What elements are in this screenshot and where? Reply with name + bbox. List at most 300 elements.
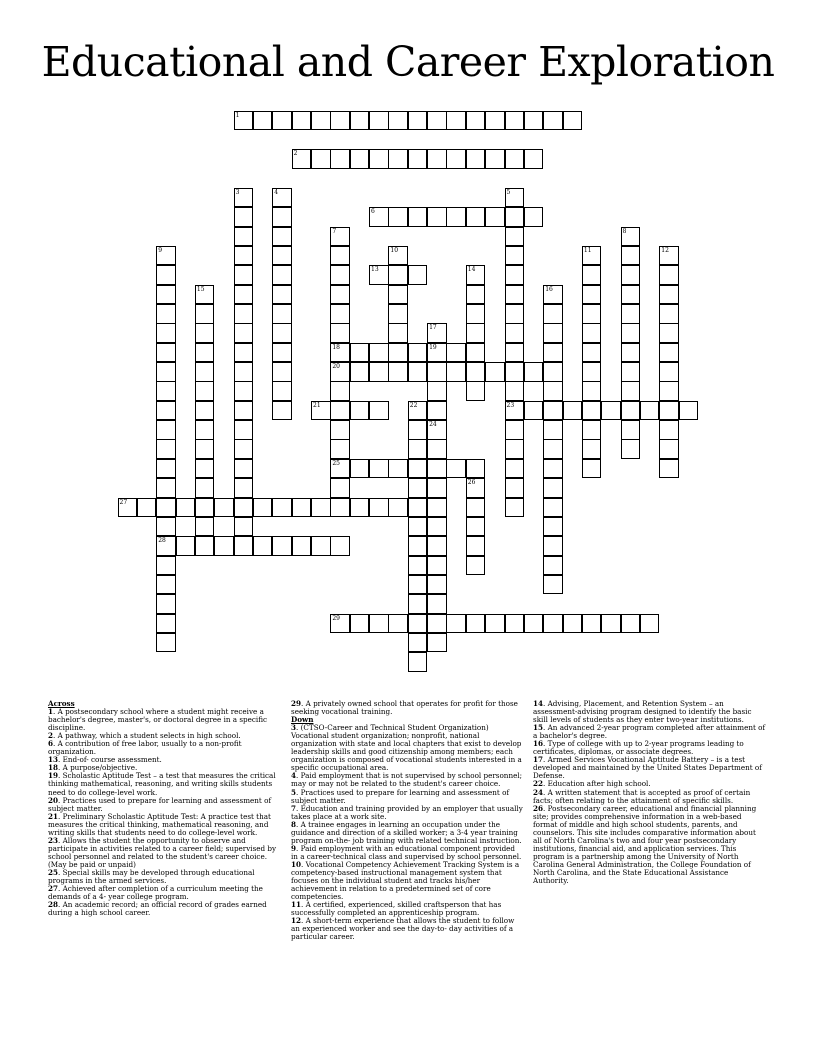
crossword-cell[interactable] xyxy=(427,498,447,518)
crossword-cell[interactable] xyxy=(330,362,350,382)
crossword-cell[interactable] xyxy=(466,614,486,634)
crossword-cell[interactable] xyxy=(524,149,544,169)
crossword-cell[interactable] xyxy=(272,536,292,556)
crossword-cell[interactable] xyxy=(234,517,254,537)
crossword-cell[interactable] xyxy=(505,420,525,440)
crossword-cell[interactable] xyxy=(369,362,389,382)
crossword-cell[interactable] xyxy=(195,362,215,382)
crossword-cell[interactable] xyxy=(659,381,679,401)
crossword-cell[interactable] xyxy=(369,498,389,518)
crossword-cell[interactable] xyxy=(272,227,292,247)
crossword-cell[interactable] xyxy=(621,323,641,343)
crossword-cell[interactable] xyxy=(369,343,389,363)
crossword-cell[interactable] xyxy=(427,517,447,537)
crossword-cell[interactable] xyxy=(466,149,486,169)
crossword-cell[interactable] xyxy=(272,323,292,343)
crossword-cell[interactable] xyxy=(272,246,292,266)
crossword-cell[interactable] xyxy=(350,111,370,131)
crossword-cell[interactable] xyxy=(195,401,215,421)
crossword-cell[interactable] xyxy=(543,401,563,421)
crossword-cell[interactable] xyxy=(156,575,176,595)
crossword-cell[interactable] xyxy=(466,556,486,576)
crossword-cell[interactable] xyxy=(427,323,447,343)
crossword-cell[interactable] xyxy=(369,149,389,169)
crossword-cell[interactable] xyxy=(505,227,525,247)
crossword-cell[interactable] xyxy=(330,304,350,324)
crossword-cell[interactable] xyxy=(466,111,486,131)
crossword-cell[interactable] xyxy=(272,381,292,401)
crossword-cell[interactable] xyxy=(543,323,563,343)
crossword-cell[interactable] xyxy=(234,304,254,324)
crossword-cell[interactable] xyxy=(621,285,641,305)
crossword-cell[interactable] xyxy=(427,556,447,576)
crossword-cell[interactable] xyxy=(156,401,176,421)
crossword-cell[interactable] xyxy=(350,401,370,421)
crossword-cell[interactable] xyxy=(388,111,408,131)
crossword-cell[interactable] xyxy=(505,246,525,266)
crossword-cell[interactable] xyxy=(485,207,505,227)
crossword-cell[interactable] xyxy=(292,536,312,556)
crossword-cell[interactable] xyxy=(582,343,602,363)
crossword-cell[interactable] xyxy=(427,614,447,634)
crossword-cell[interactable] xyxy=(369,459,389,479)
crossword-cell[interactable] xyxy=(505,149,525,169)
down-clue: 8. A trainee engages in learning an occupation under the guidance and direction of a skilled worker; a 3-4 year training program on-the- job training with related technical instruction. xyxy=(291,819,522,845)
crossword-cell[interactable] xyxy=(543,614,563,634)
crossword-cell[interactable] xyxy=(388,343,408,363)
crossword-cell[interactable] xyxy=(195,517,215,537)
crossword-cell[interactable] xyxy=(466,498,486,518)
crossword-cell[interactable] xyxy=(427,420,447,440)
crossword-cell[interactable] xyxy=(156,633,176,653)
crossword-cell[interactable] xyxy=(446,343,466,363)
crossword-cell[interactable] xyxy=(466,459,486,479)
crossword-cell[interactable] xyxy=(466,517,486,537)
clue-number-label: 13 xyxy=(48,755,59,765)
crossword-cell[interactable] xyxy=(621,614,641,634)
crossword-cell[interactable] xyxy=(505,343,525,363)
crossword-cell[interactable] xyxy=(292,498,312,518)
crossword-cell[interactable] xyxy=(156,362,176,382)
crossword-cell[interactable] xyxy=(369,111,389,131)
crossword-cell[interactable] xyxy=(427,149,447,169)
crossword-cell[interactable] xyxy=(388,207,408,227)
crossword-cell[interactable] xyxy=(408,149,428,169)
crossword-cell[interactable] xyxy=(621,439,641,459)
crossword-cell[interactable] xyxy=(582,439,602,459)
crossword-cell[interactable] xyxy=(563,111,583,131)
crossword-cell[interactable] xyxy=(466,343,486,363)
crossword-cell[interactable] xyxy=(621,420,641,440)
crossword-cell[interactable] xyxy=(350,362,370,382)
crossword-cell[interactable] xyxy=(253,111,273,131)
crossword-cell[interactable] xyxy=(156,265,176,285)
crossword-cell[interactable] xyxy=(446,459,466,479)
crossword-cell[interactable] xyxy=(582,614,602,634)
crossword-cell[interactable] xyxy=(601,401,621,421)
crossword-cell[interactable] xyxy=(582,323,602,343)
crossword-cell[interactable] xyxy=(156,343,176,363)
crossword-cell[interactable] xyxy=(466,304,486,324)
crossword-cell[interactable] xyxy=(543,285,563,305)
crossword-cell[interactable] xyxy=(621,362,641,382)
crossword-cell[interactable] xyxy=(446,614,466,634)
crossword-cell[interactable] xyxy=(408,343,428,363)
crossword-cell[interactable] xyxy=(388,614,408,634)
crossword-cell[interactable] xyxy=(272,362,292,382)
crossword-cell[interactable] xyxy=(330,246,350,266)
crossword-cell[interactable] xyxy=(621,401,641,421)
crossword-cell[interactable] xyxy=(195,498,215,518)
crossword-cell[interactable] xyxy=(659,362,679,382)
crossword-cell[interactable] xyxy=(543,362,563,382)
crossword-cell[interactable] xyxy=(272,265,292,285)
crossword-cell[interactable] xyxy=(505,439,525,459)
crossword-cell[interactable] xyxy=(408,401,428,421)
crossword-cell[interactable] xyxy=(350,498,370,518)
crossword-cell[interactable] xyxy=(543,498,563,518)
crossword-cell[interactable] xyxy=(582,265,602,285)
crossword-cell[interactable] xyxy=(582,246,602,266)
crossword-cell[interactable] xyxy=(543,556,563,576)
crossword-cell[interactable] xyxy=(543,304,563,324)
crossword-cell[interactable] xyxy=(156,420,176,440)
crossword-cell[interactable] xyxy=(505,459,525,479)
crossword-cell[interactable] xyxy=(156,246,176,266)
crossword-cell[interactable] xyxy=(408,575,428,595)
crossword-cell[interactable] xyxy=(234,420,254,440)
crossword-cell[interactable] xyxy=(582,401,602,421)
crossword-cell[interactable] xyxy=(156,594,176,614)
crossword-cell[interactable] xyxy=(408,614,428,634)
crossword-cell[interactable] xyxy=(311,536,331,556)
crossword-cell[interactable] xyxy=(408,536,428,556)
crossword-cell[interactable] xyxy=(679,401,699,421)
crossword-cell[interactable] xyxy=(427,111,447,131)
crossword-cell[interactable] xyxy=(543,517,563,537)
crossword-cell[interactable] xyxy=(195,420,215,440)
crossword-cell[interactable] xyxy=(524,207,544,227)
crossword-cell[interactable] xyxy=(234,362,254,382)
crossword-cell[interactable] xyxy=(156,439,176,459)
crossword-cell[interactable] xyxy=(659,265,679,285)
crossword-cell[interactable] xyxy=(272,304,292,324)
crossword-cell[interactable] xyxy=(388,285,408,305)
crossword-cell[interactable] xyxy=(272,401,292,421)
crossword-cell[interactable] xyxy=(408,362,428,382)
crossword-cell[interactable] xyxy=(330,265,350,285)
crossword-cell[interactable] xyxy=(311,149,331,169)
crossword-cell[interactable] xyxy=(156,285,176,305)
crossword-cell[interactable] xyxy=(311,498,331,518)
crossword-cell[interactable] xyxy=(350,614,370,634)
crossword-cell[interactable] xyxy=(137,498,157,518)
crossword-cell[interactable] xyxy=(234,401,254,421)
crossword-cell[interactable] xyxy=(234,188,254,208)
crossword-cell[interactable] xyxy=(446,111,466,131)
crossword-cell[interactable] xyxy=(272,111,292,131)
crossword-cell[interactable] xyxy=(156,614,176,634)
crossword-cell[interactable] xyxy=(543,575,563,595)
crossword-cell[interactable] xyxy=(330,614,350,634)
crossword-cell[interactable] xyxy=(659,401,679,421)
crossword-cell[interactable] xyxy=(524,401,544,421)
crossword-cell[interactable] xyxy=(330,439,350,459)
crossword-cell[interactable] xyxy=(156,323,176,343)
crossword-cell[interactable] xyxy=(505,498,525,518)
crossword-cell[interactable] xyxy=(234,343,254,363)
crossword-cell[interactable] xyxy=(234,478,254,498)
crossword-cell[interactable] xyxy=(621,265,641,285)
crossword-cell[interactable] xyxy=(388,323,408,343)
crossword-cell[interactable] xyxy=(408,265,428,285)
crossword-cell[interactable] xyxy=(408,594,428,614)
crossword-cell[interactable] xyxy=(582,420,602,440)
crossword-cell[interactable] xyxy=(485,614,505,634)
crossword-cell[interactable] xyxy=(446,207,466,227)
crossword-cell[interactable] xyxy=(388,498,408,518)
crossword-cell[interactable] xyxy=(156,517,176,537)
crossword-cell[interactable] xyxy=(330,420,350,440)
crossword-cell[interactable] xyxy=(234,111,254,131)
crossword-cell[interactable] xyxy=(543,459,563,479)
crossword-cell[interactable] xyxy=(272,188,292,208)
crossword-cell[interactable] xyxy=(582,304,602,324)
crossword-cell[interactable] xyxy=(156,556,176,576)
crossword-cell[interactable] xyxy=(543,111,563,131)
crossword-cell[interactable] xyxy=(195,536,215,556)
crossword-cell[interactable] xyxy=(369,401,389,421)
crossword-cell[interactable] xyxy=(408,556,428,576)
crossword-cell[interactable] xyxy=(505,478,525,498)
crossword-cell[interactable] xyxy=(563,614,583,634)
crossword-cell[interactable] xyxy=(505,614,525,634)
crossword-cell[interactable] xyxy=(330,401,350,421)
crossword-cell[interactable] xyxy=(195,343,215,363)
crossword-cell[interactable] xyxy=(272,285,292,305)
crossword-cell[interactable] xyxy=(156,498,176,518)
crossword-cell[interactable] xyxy=(388,149,408,169)
crossword-cell[interactable] xyxy=(156,459,176,479)
crossword-cell[interactable] xyxy=(234,439,254,459)
crossword-cell[interactable] xyxy=(388,265,408,285)
crossword-cell[interactable] xyxy=(659,285,679,305)
crossword-cell[interactable] xyxy=(330,478,350,498)
crossword-cell[interactable] xyxy=(582,459,602,479)
crossword-cell[interactable] xyxy=(214,498,234,518)
crossword-cell[interactable] xyxy=(466,381,486,401)
crossword-cell[interactable] xyxy=(388,459,408,479)
crossword-cell[interactable] xyxy=(543,478,563,498)
crossword-cell[interactable] xyxy=(446,362,466,382)
crossword-cell[interactable] xyxy=(330,381,350,401)
crossword-cell[interactable] xyxy=(330,323,350,343)
crossword-cell[interactable] xyxy=(543,420,563,440)
crossword-cell[interactable] xyxy=(640,401,660,421)
crossword-cell[interactable] xyxy=(330,149,350,169)
crossword-cell[interactable] xyxy=(195,285,215,305)
crossword-cell[interactable] xyxy=(466,265,486,285)
crossword-cell[interactable] xyxy=(446,149,466,169)
crossword-cell[interactable] xyxy=(253,536,273,556)
crossword-cell[interactable] xyxy=(505,304,525,324)
crossword-cell[interactable] xyxy=(505,111,525,131)
crossword-cell[interactable] xyxy=(505,207,525,227)
crossword-cell[interactable] xyxy=(563,401,583,421)
crossword-cell[interactable] xyxy=(234,265,254,285)
crossword-cell[interactable] xyxy=(466,323,486,343)
crossword-cell[interactable] xyxy=(330,111,350,131)
crossword-cell[interactable] xyxy=(524,111,544,131)
crossword-cell[interactable] xyxy=(234,323,254,343)
crossword-cell[interactable] xyxy=(427,575,447,595)
crossword-cell[interactable] xyxy=(466,285,486,305)
crossword-cell[interactable] xyxy=(408,517,428,537)
crossword-cell[interactable] xyxy=(408,111,428,131)
crossword-cell[interactable] xyxy=(466,536,486,556)
crossword-cell[interactable] xyxy=(253,498,273,518)
crossword-cell[interactable] xyxy=(659,439,679,459)
crossword-cell[interactable] xyxy=(234,459,254,479)
crossword-cell[interactable] xyxy=(466,362,486,382)
crossword-cell[interactable] xyxy=(408,652,428,672)
crossword-cell[interactable] xyxy=(659,323,679,343)
crossword-cell[interactable] xyxy=(427,362,447,382)
crossword-cell[interactable] xyxy=(659,304,679,324)
crossword-cell[interactable] xyxy=(330,343,350,363)
crossword-cell[interactable] xyxy=(427,459,447,479)
crossword-cell[interactable] xyxy=(388,246,408,266)
crossword-cell[interactable] xyxy=(621,381,641,401)
crossword-cell[interactable] xyxy=(234,381,254,401)
crossword-cell[interactable] xyxy=(427,401,447,421)
crossword-cell[interactable] xyxy=(234,498,254,518)
crossword-cell[interactable] xyxy=(195,381,215,401)
crossword-cell[interactable] xyxy=(659,343,679,363)
crossword-cell[interactable] xyxy=(582,381,602,401)
crossword-cell[interactable] xyxy=(621,304,641,324)
crossword-cell[interactable] xyxy=(485,362,505,382)
crossword-cell[interactable] xyxy=(524,362,544,382)
crossword-cell[interactable] xyxy=(621,227,641,247)
crossword-cell[interactable] xyxy=(176,536,196,556)
crossword-cell[interactable] xyxy=(466,207,486,227)
crossword-cell[interactable] xyxy=(582,362,602,382)
crossword-cell[interactable] xyxy=(388,362,408,382)
crossword-cell[interactable] xyxy=(640,614,660,634)
crossword-cell[interactable] xyxy=(505,285,525,305)
crossword-cell[interactable] xyxy=(311,111,331,131)
crossword-cell[interactable] xyxy=(659,459,679,479)
crossword-cell[interactable] xyxy=(408,498,428,518)
crossword-cell[interactable] xyxy=(408,207,428,227)
crossword-cell[interactable] xyxy=(388,304,408,324)
crossword-cell[interactable] xyxy=(427,536,447,556)
crossword-cell[interactable] xyxy=(659,420,679,440)
crossword-cell[interactable] xyxy=(350,459,370,479)
crossword-cell[interactable] xyxy=(195,304,215,324)
crossword-cell[interactable] xyxy=(408,478,428,498)
crossword-cell[interactable] xyxy=(118,498,138,518)
crossword-cell[interactable] xyxy=(659,246,679,266)
crossword-cell[interactable] xyxy=(234,285,254,305)
crossword-cell[interactable] xyxy=(427,343,447,363)
crossword-cell[interactable] xyxy=(195,439,215,459)
crossword-cell[interactable] xyxy=(505,188,525,208)
crossword-cell[interactable] xyxy=(543,343,563,363)
crossword-cell[interactable] xyxy=(427,594,447,614)
crossword-cell[interactable] xyxy=(330,536,350,556)
crossword-cell[interactable] xyxy=(272,498,292,518)
crossword-cell[interactable] xyxy=(505,265,525,285)
crossword-cell[interactable] xyxy=(156,304,176,324)
crossword-cell[interactable] xyxy=(311,401,331,421)
crossword-cell[interactable] xyxy=(485,111,505,131)
crossword-cell[interactable] xyxy=(330,227,350,247)
crossword-cell[interactable] xyxy=(195,323,215,343)
crossword-cell[interactable] xyxy=(156,536,176,556)
crossword-cell[interactable] xyxy=(582,285,602,305)
crossword-cell[interactable] xyxy=(350,343,370,363)
crossword-cell[interactable] xyxy=(601,614,621,634)
crossword-cell[interactable] xyxy=(350,149,370,169)
crossword-cell[interactable] xyxy=(369,207,389,227)
crossword-cell[interactable] xyxy=(369,265,389,285)
crossword-cell[interactable] xyxy=(234,227,254,247)
crossword-cell[interactable] xyxy=(427,633,447,653)
crossword-cell[interactable] xyxy=(485,149,505,169)
crossword-cell[interactable] xyxy=(427,439,447,459)
crossword-cell[interactable] xyxy=(505,362,525,382)
crossword-cell[interactable] xyxy=(330,498,350,518)
crossword-cell[interactable] xyxy=(427,381,447,401)
crossword-cell[interactable] xyxy=(156,381,176,401)
crossword-cell[interactable] xyxy=(505,381,525,401)
crossword-cell[interactable] xyxy=(272,343,292,363)
crossword-cell[interactable] xyxy=(408,459,428,479)
crossword-cell[interactable] xyxy=(621,343,641,363)
crossword-cell[interactable] xyxy=(543,536,563,556)
crossword-cell[interactable] xyxy=(505,323,525,343)
crossword-cell[interactable] xyxy=(176,498,196,518)
crossword-cell[interactable] xyxy=(330,459,350,479)
clue-number: 25 xyxy=(332,459,340,467)
crossword-cell[interactable] xyxy=(505,401,525,421)
crossword-cell[interactable] xyxy=(214,536,234,556)
crossword-cell[interactable] xyxy=(466,478,486,498)
crossword-cell[interactable] xyxy=(234,536,254,556)
crossword-cell[interactable] xyxy=(195,478,215,498)
crossword-cell[interactable] xyxy=(543,439,563,459)
crossword-cell[interactable] xyxy=(408,439,428,459)
crossword-cell[interactable] xyxy=(272,207,292,227)
crossword-cell[interactable] xyxy=(524,614,544,634)
crossword-cell[interactable] xyxy=(427,478,447,498)
crossword-cell[interactable] xyxy=(408,420,428,440)
crossword-cell[interactable] xyxy=(292,149,312,169)
crossword-cell[interactable] xyxy=(427,207,447,227)
crossword-cell[interactable] xyxy=(292,111,312,131)
crossword-cell[interactable] xyxy=(156,478,176,498)
crossword-cell[interactable] xyxy=(330,285,350,305)
crossword-cell[interactable] xyxy=(234,207,254,227)
crossword-cell[interactable] xyxy=(543,381,563,401)
crossword-cell[interactable] xyxy=(234,246,254,266)
crossword-cell[interactable] xyxy=(621,246,641,266)
crossword-cell[interactable] xyxy=(369,614,389,634)
crossword-cell[interactable] xyxy=(408,633,428,653)
crossword-cell[interactable] xyxy=(195,459,215,479)
